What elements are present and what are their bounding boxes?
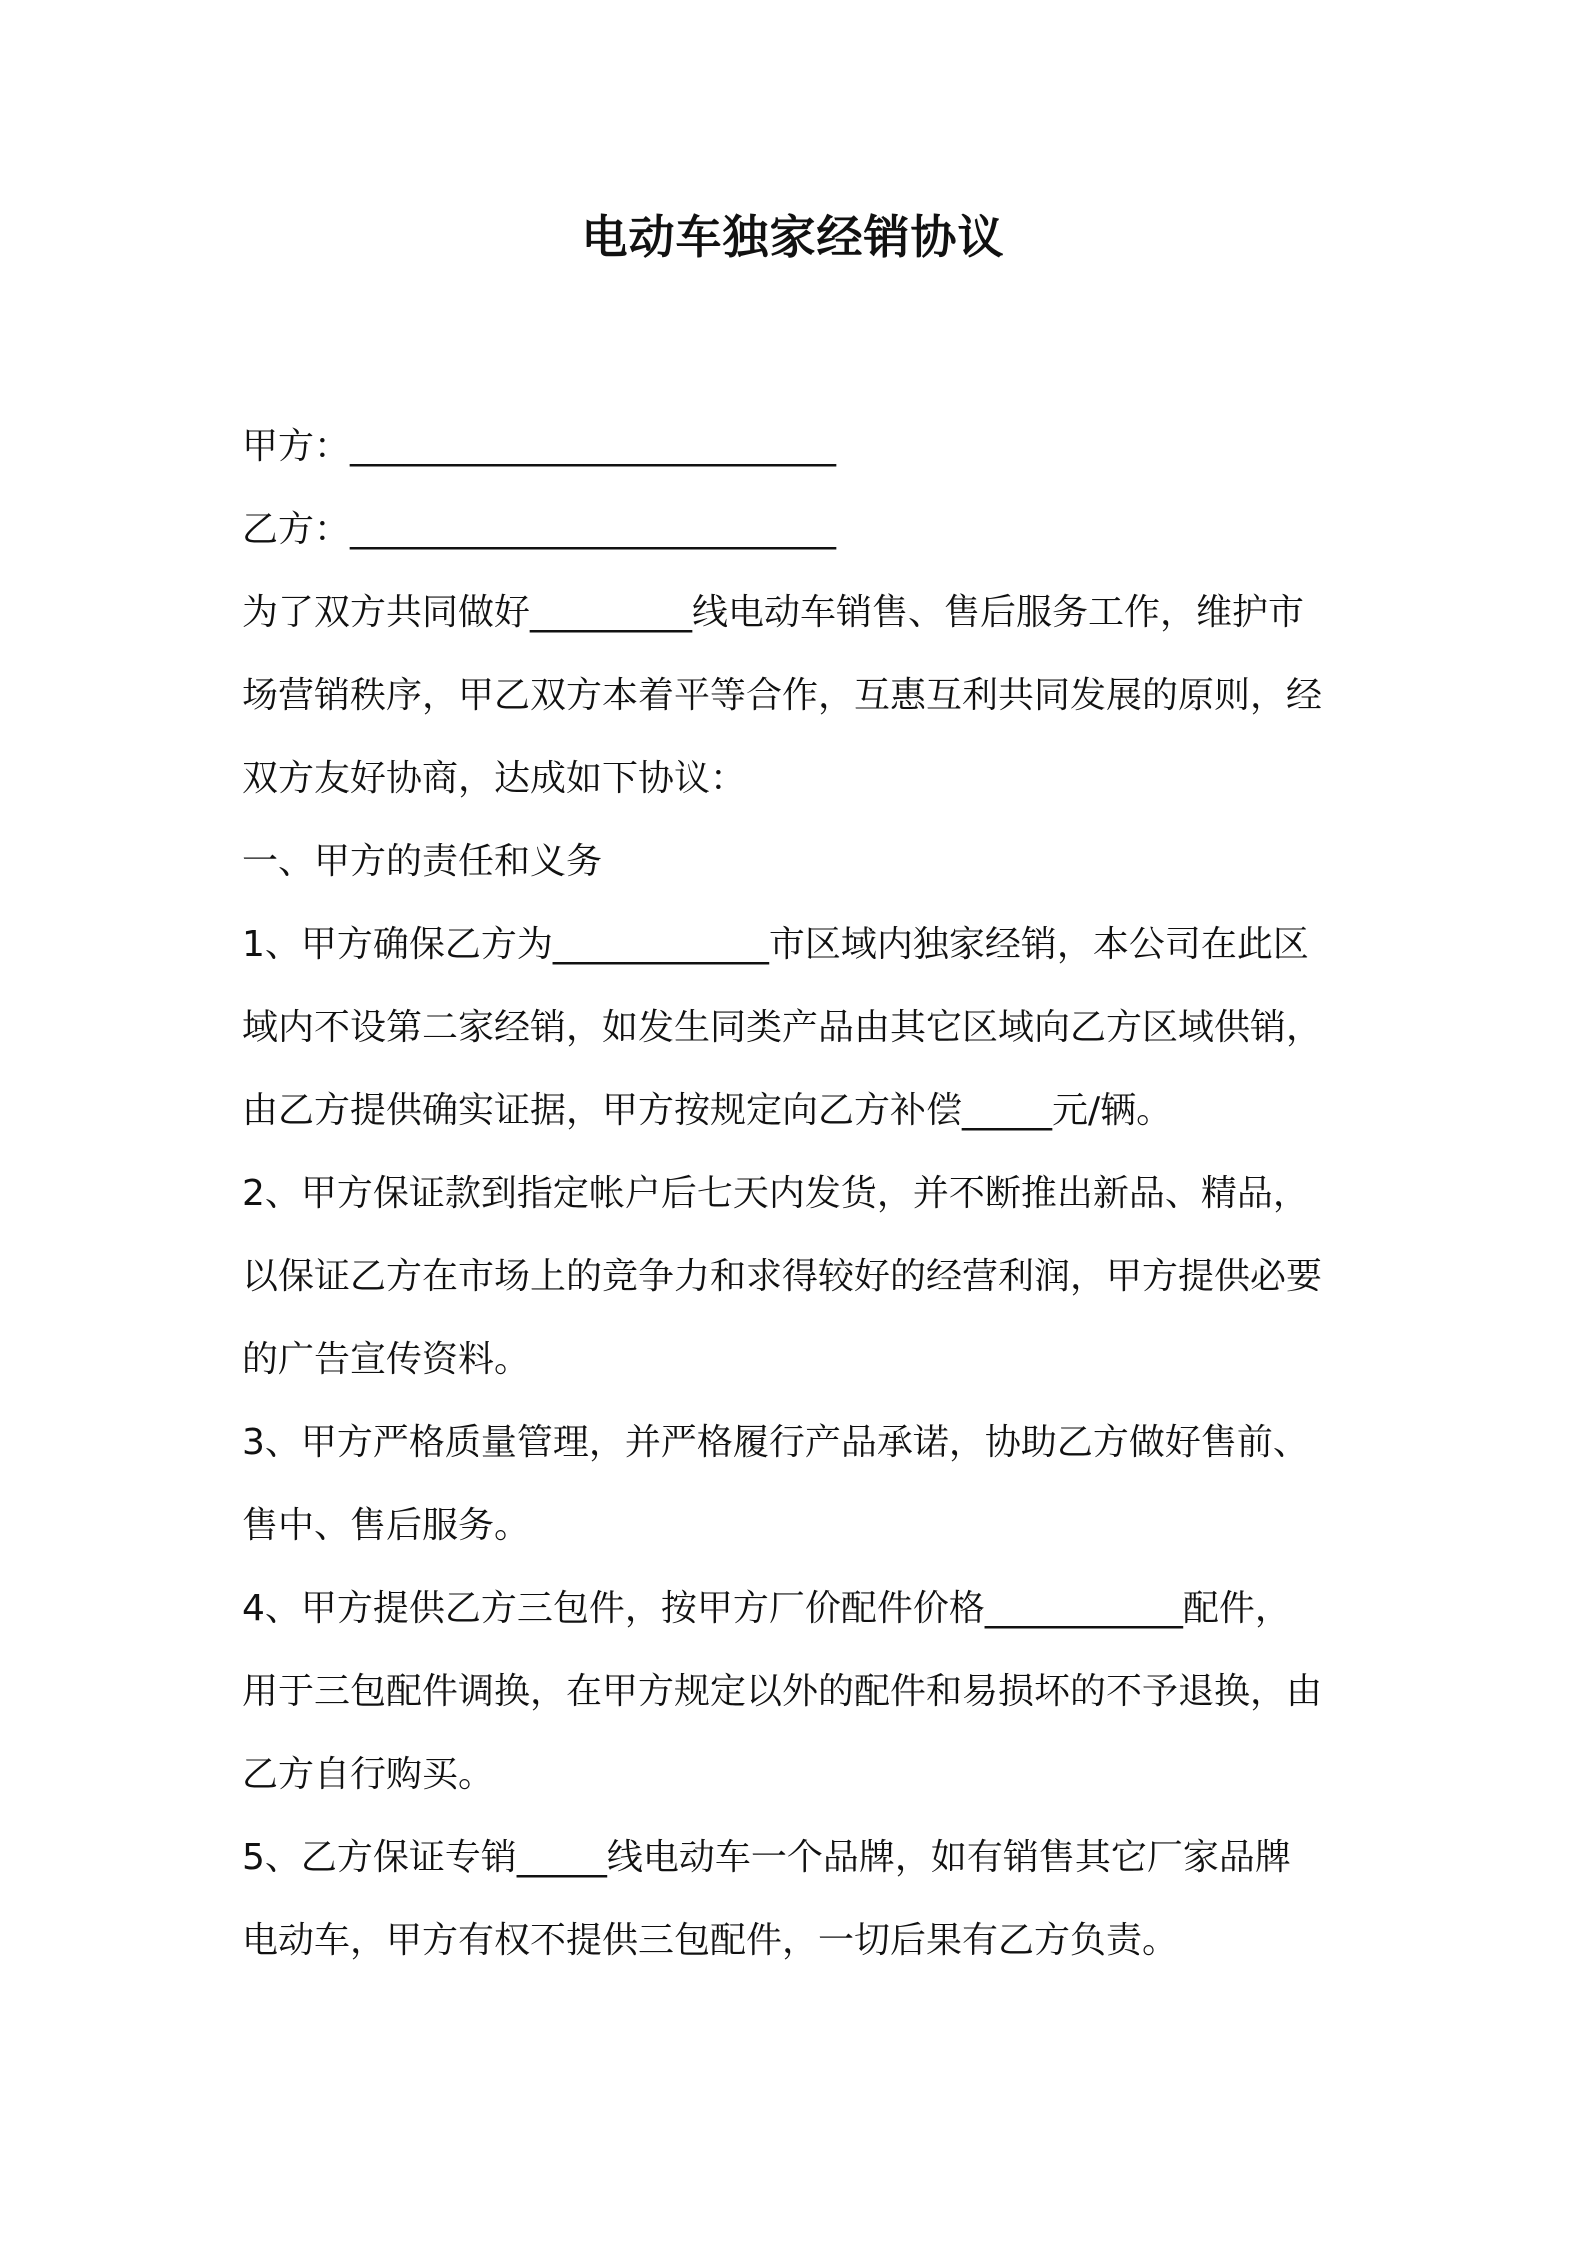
document-title: 电动车独家经销协议 (581, 210, 1005, 264)
party-a-line: 甲方：___________________________ (242, 426, 837, 467)
intro-line-3: 双方友好协商，达成如下协议： (242, 758, 747, 799)
clause-1-line-2: 域内不设第二家经销，如发生同类产品由其它区域向乙方区域供销， (242, 1007, 1323, 1048)
clause-3-line-2: 售中、售后服务。 (242, 1505, 531, 1546)
clause-3-line-1: 3、甲方严格质量管理，并严格履行产品承诺，协助乙方做好售前、 (242, 1422, 1309, 1463)
clause-5-line-2: 电动车，甲方有权不提供三包配件，一切后果有乙方负责。 (242, 1920, 1179, 1961)
section-heading: 一、甲方的责任和义务 (242, 841, 603, 882)
clause-1-line-1: 1、甲方确保乙方为____________市区域内独家经销，本公司在此区 (242, 924, 1309, 965)
clause-1-line-3: 由乙方提供确实证据，甲方按规定向乙方补偿_____元/辆。 (242, 1090, 1173, 1131)
clause-2-line-1: 2、甲方保证款到指定帐户后七天内发货，并不断推出新品、精品， (242, 1173, 1309, 1214)
clause-2-line-3: 的广告宣传资料。 (242, 1339, 531, 1380)
clause-4-line-1: 4、甲方提供乙方三包件，按甲方厂价配件价格___________配件， (242, 1588, 1291, 1629)
party-b-line: 乙方：___________________________ (242, 509, 837, 550)
intro-line-1: 为了双方共同做好_________线电动车销售、售后服务工作，维护市 (242, 592, 1305, 633)
clause-4-line-2: 用于三包配件调换，在甲方规定以外的配件和易损坏的不予退换，由 (242, 1671, 1323, 1712)
clause-5-line-1: 5、乙方保证专销_____线电动车一个品牌，如有销售其它厂家品牌 (242, 1837, 1291, 1878)
clause-2-line-2: 以保证乙方在市场上的竞争力和求得较好的经营利润，甲方提供必要 (242, 1256, 1323, 1297)
intro-line-2: 场营销秩序，甲乙双方本着平等合作，互惠互利共同发展的原则，经 (242, 675, 1323, 716)
clause-4-line-3: 乙方自行购买。 (242, 1754, 495, 1795)
document-body (242, 405, 1367, 1982)
